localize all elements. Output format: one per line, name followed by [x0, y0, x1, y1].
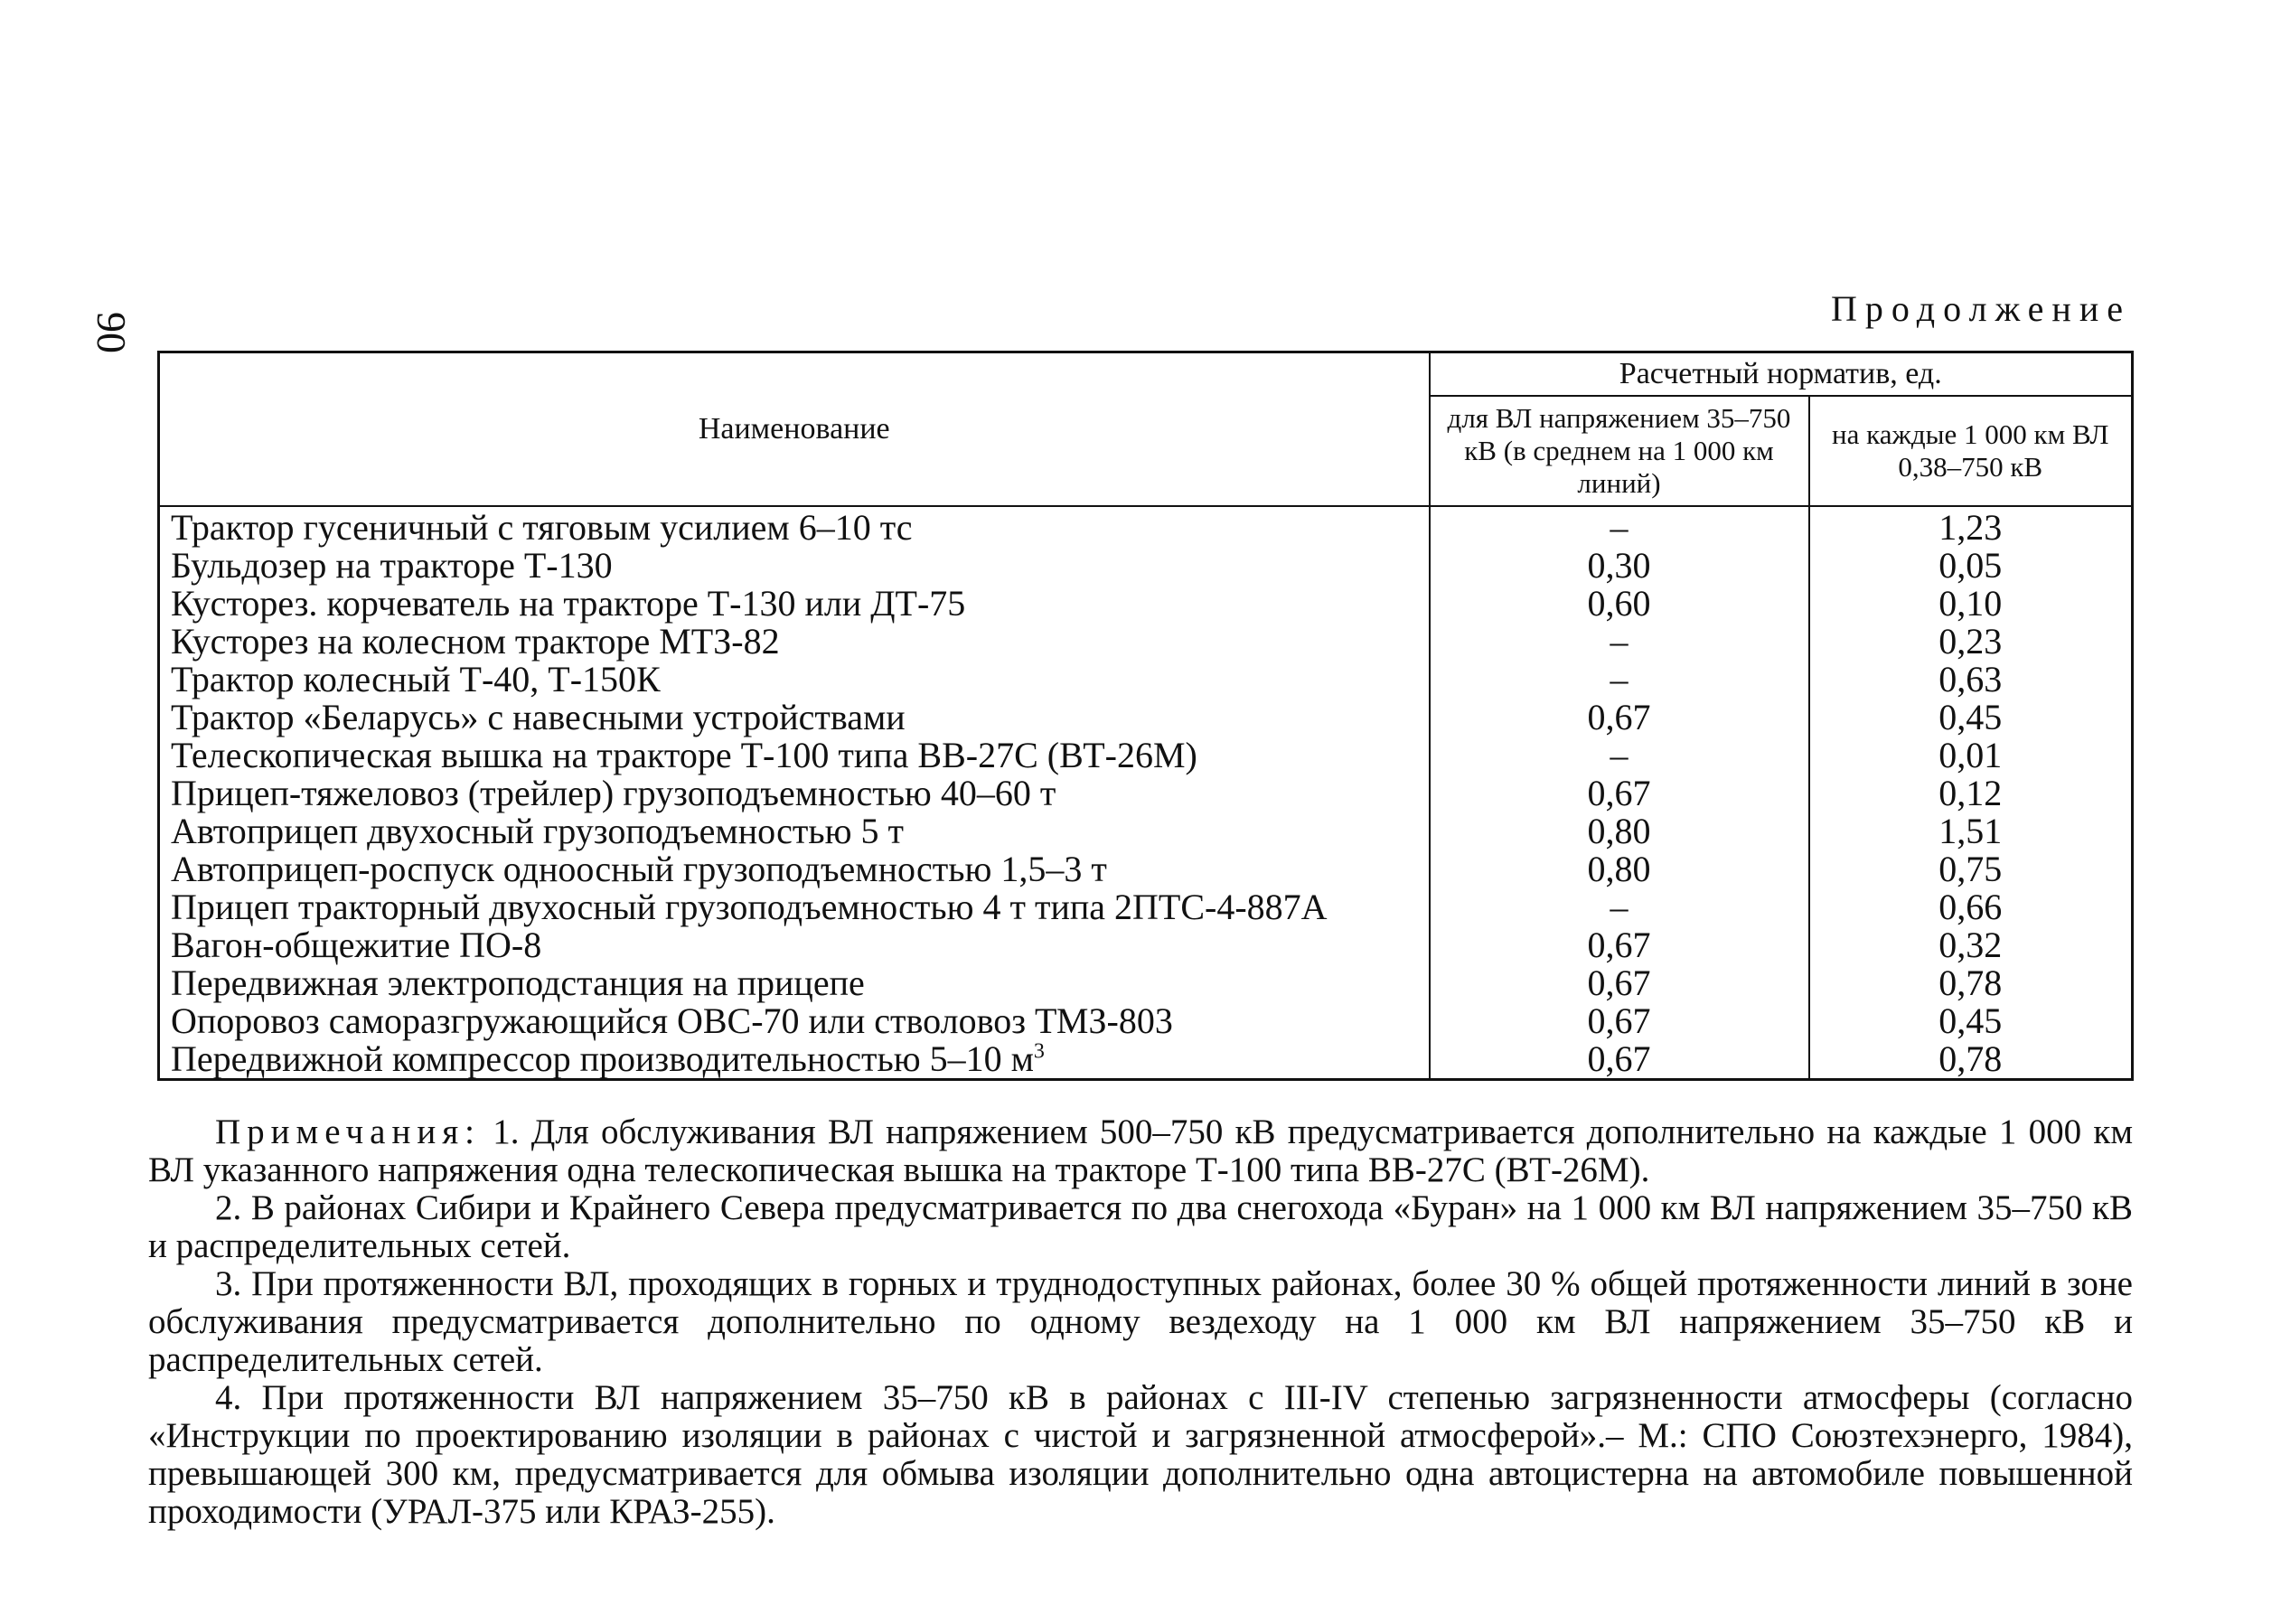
header-group: Расчетный норматив, ед. — [1430, 352, 2133, 397]
row-value-a: – — [1430, 737, 1809, 774]
table-row — [159, 774, 2133, 812]
norms-table — [157, 351, 2134, 1081]
row-value-b: 0,66 — [1809, 888, 2133, 926]
row-value-a: 0,67 — [1430, 774, 1809, 812]
row-value-a: 0,67 — [1430, 1040, 1809, 1080]
row-value-b: 0,23 — [1809, 623, 2133, 661]
row-value-a: – — [1430, 888, 1809, 926]
row-name: Автоприцеп двухосный грузоподъемностью 5 т — [159, 812, 1430, 850]
note-3: 3. При протяженности ВЛ, проходящих в горных и труднодоступных районах, более 30 % общей протяженности линий в зоне обслуживания предусматривается дополнительно по одному вездеходу на 1 000 км ВЛ напряжением 35–750 кВ и распределительных сетей. — [148, 1264, 2133, 1379]
row-name: Бульдозер на тракторе Т-130 — [159, 547, 1430, 585]
row-value-a: 0,67 — [1430, 964, 1809, 1002]
header-col-a: для ВЛ напряжением 35–750 кВ (в среднем на 1 000 км линий) — [1430, 396, 1809, 506]
table-row — [159, 506, 2133, 547]
row-name: Кусторез. корчеватель на тракторе Т-130 или ДТ-75 — [159, 585, 1430, 623]
row-name: Трактор «Беларусь» с навесными устройствами — [159, 699, 1430, 737]
row-value-a: 0,67 — [1430, 926, 1809, 964]
row-name: Прицеп тракторный двухосный грузоподъемностью 4 т типа 2ПТС-4-887А — [159, 888, 1430, 926]
row-value-b: 0,78 — [1809, 964, 2133, 1002]
table-row — [159, 547, 2133, 585]
notes-section — [148, 1113, 2133, 1531]
table-row — [159, 1002, 2133, 1040]
row-name: Телескопическая вышка на тракторе Т-100 типа ВВ-27С (ВТ-26М) — [159, 737, 1430, 774]
table-row — [159, 585, 2133, 623]
table-row — [159, 888, 2133, 926]
row-value-a: 0,80 — [1430, 850, 1809, 888]
row-value-b: 1,51 — [1809, 812, 2133, 850]
table-row — [159, 699, 2133, 737]
table-row — [159, 1040, 2133, 1080]
unit-superscript: 3 — [1033, 1039, 1045, 1064]
row-value-b: 0,78 — [1809, 1040, 2133, 1080]
row-name — [159, 1040, 1430, 1080]
row-name: Кусторез на колесном тракторе МТЗ-82 — [159, 623, 1430, 661]
page-number: 90 — [89, 312, 135, 353]
row-value-b: 1,23 — [1809, 506, 2133, 547]
notes-label: Примечания: — [215, 1112, 481, 1151]
row-name: Прицеп-тяжеловоз (трейлер) грузоподъемностью 40–60 т — [159, 774, 1430, 812]
table-row — [159, 926, 2133, 964]
row-value-a: 0,67 — [1430, 699, 1809, 737]
row-name: Передвижная электроподстанция на прицепе — [159, 964, 1430, 1002]
row-name-text: Передвижной компрессор производительностью 5–10 м — [171, 1038, 1034, 1079]
table-row — [159, 964, 2133, 1002]
row-value-a: 0,80 — [1430, 812, 1809, 850]
note-1-text: 1. Для обслуживания ВЛ напряжением 500–750 кВ предусматривается дополнительно на каждые 1 000 км ВЛ указанного напряжения одна телескопическая вышка на тракторе Т-100 типа ВВ-27С (ВТ-26М). — [148, 1112, 2133, 1189]
row-name: Трактор гусеничный с тяговым усилием 6–10 тс — [159, 506, 1430, 547]
note-1 — [148, 1113, 2133, 1189]
row-value-a: – — [1430, 661, 1809, 699]
header-name: Наименование — [159, 352, 1430, 507]
note-2: 2. В районах Сибири и Крайнего Севера предусматривается по два снегохода «Буран» на 1 000 км ВЛ напряжением 35–750 кВ и распределительных сетей. — [148, 1188, 2133, 1265]
row-name: Вагон-общежитие ПО-8 — [159, 926, 1430, 964]
row-name: Трактор колесный Т-40, Т-150К — [159, 661, 1430, 699]
table-row — [159, 623, 2133, 661]
table-row — [159, 737, 2133, 774]
row-value-a: – — [1430, 506, 1809, 547]
table-row — [159, 812, 2133, 850]
row-value-a: 0,60 — [1430, 585, 1809, 623]
header-col-b: на каждые 1 000 км ВЛ 0,38–750 кВ — [1809, 396, 2133, 506]
row-value-a: 0,30 — [1430, 547, 1809, 585]
row-value-b: 0,05 — [1809, 547, 2133, 585]
row-value-b: 0,10 — [1809, 585, 2133, 623]
row-value-a: – — [1430, 623, 1809, 661]
row-value-a: 0,67 — [1430, 1002, 1809, 1040]
row-value-b: 0,75 — [1809, 850, 2133, 888]
continuation-label: Продолжение — [1831, 288, 2131, 329]
note-4: 4. При протяженности ВЛ напряжением 35–750 кВ в районах с III-IV степенью загрязненности атмосферы (согласно «Инструкции по проектированию изоляции в районах с чистой и загрязненной атмосферой».– М.: СПО Союзтехэнерго, 1984), превышающей 300 км, предусматривается для обмыва изоляции дополнительно одна автоцистерна на автомобиле повышенной проходимости (УРАЛ-375 или КРАЗ-255). — [148, 1378, 2133, 1531]
row-value-b: 0,01 — [1809, 737, 2133, 774]
row-value-b: 0,32 — [1809, 926, 2133, 964]
table-row — [159, 850, 2133, 888]
row-value-b: 0,45 — [1809, 699, 2133, 737]
table-row — [159, 661, 2133, 699]
row-value-b: 0,12 — [1809, 774, 2133, 812]
row-value-b: 0,63 — [1809, 661, 2133, 699]
row-name: Автоприцеп-роспуск одноосный грузоподъемностью 1,5–3 т — [159, 850, 1430, 888]
row-name: Опоровоз саморазгружающийся ОВС-70 или стволовоз ТМЗ-803 — [159, 1002, 1430, 1040]
row-value-b: 0,45 — [1809, 1002, 2133, 1040]
